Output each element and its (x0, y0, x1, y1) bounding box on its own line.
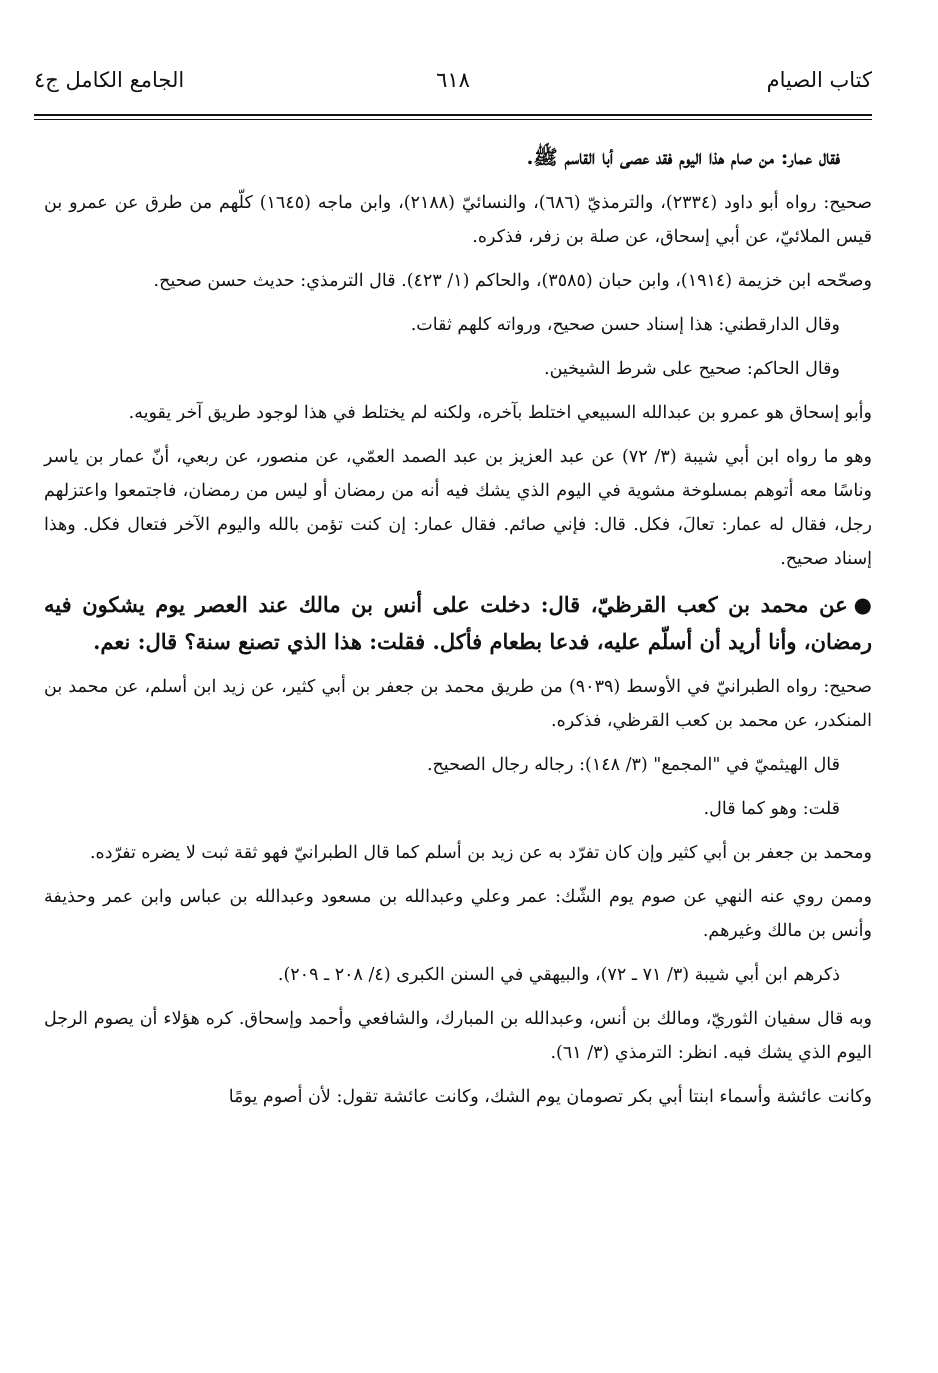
takhrij-paragraph: صحيح: رواه الطبرانيّ في الأوسط (٩٠٣٩) من طريق محمد بن جعفر بن أبي كثير، عن زيد ابن أسلم، عن محمد بن المنكدر، عن محمد بن كعب القرظي، فذكره. (44, 677, 872, 731)
commentary-paragraph: وقال الحاكم: صحيح على شرط الشيخين. (544, 359, 840, 379)
hadith-text: عن محمد بن كعب القرظيّ، قال: دخلت على أنس بن مالك عند العصر يوم يشكون فيه رمضان، وأنا أريد أن أسلّم عليه، فدعا بطعام فأكل. فقلت: هذا الذي تصنع سنة؟ قال: نعم. (44, 592, 872, 654)
commentary-paragraph: وممن روي عنه النهي عن صوم يوم الشّك: عمر وعلي وعبدالله بن مسعود وعبدالله بن عباس وابن عمر وحذيفة وأنس بن مالك وغيرهم. (44, 887, 872, 941)
commentary-paragraph: قلت: وهو كما قال. (703, 799, 840, 819)
takhrij-paragraph: صحيح: رواه أبو داود (٢٣٣٤)، والترمذيّ (٦٨٦)، والنسائيّ (٢١٨٨)، وابن ماجه (١٦٤٥) كلّهم من طرق عن عمرو بن قيس الملائيّ، عن أبي إسحاق، عن صلة بن زفر، فذكره. (44, 193, 872, 247)
book-title: كتاب الصيام (766, 68, 872, 92)
header-rule-thick (34, 114, 872, 116)
commentary-paragraph: قال الهيثميّ في "المجمع" (٣/ ١٤٨): رجاله رجال الصحيح. (426, 755, 840, 775)
page-number: ٦١٨ (436, 68, 470, 92)
hadith-text: فقال عمار: من صام هذا اليوم فقد عصى أبا القاسم ﷺ. (526, 145, 840, 169)
hadith-paragraph (44, 586, 872, 660)
bullet-marker: ● (853, 592, 872, 617)
commentary-paragraph: وأبو إسحاق هو عمرو بن عبدالله السبيعي اختلط بآخره، ولكنه لم يختلط في هذا لوجود طريق آخر يقويه. (128, 403, 872, 423)
commentary-paragraph: وهو ما رواه ابن أبي شيبة (٣/ ٧٢) عن عبد العزيز بن عبد الصمد العمّي، عن منصور، عن ربعي، أنّ عمار بن ياسر وناسًا معه أتوهم بمسلوخة مشوية في اليوم الذي يشك فيه أنه من رمضان أو ليس من رمضان، فاجتمعوا واعتزلهم رجل، فقال له عمار: تعالَ، فكل. قال: فإني صائم. فقال عمار: إن كنت تؤمن بالله واليوم الآخر فتعال فكل. وهذا إسناد صحيح. (44, 447, 872, 569)
commentary-paragraph: ومحمد بن جعفر بن أبي كثير وإن كان تفرّد به عن زيد بن أسلم كما قال الطبرانيّ فهو ثقة ثبت لا يضره تفرّده. (89, 843, 872, 863)
commentary-paragraph: وبه قال سفيان الثوريّ، ومالك بن أنس، وعبدالله بن المبارك، والشافعي وأحمد وإسحاق. كره هؤلاء أن يصوم الرجل اليوم الذي يشك فيه. انظر: الترمذي (٣/ ٦١). (44, 1009, 872, 1063)
commentary-paragraph: وكانت عائشة وأسماء ابنتا أبي بكر تصومان يوم الشك، وكانت عائشة تقول: لأن أصوم يومًا (228, 1087, 872, 1107)
commentary-paragraph: وصحّحه ابن خزيمة (١٩١٤)، وابن حبان (٣٥٨٥)، والحاكم (١/ ٤٢٣). قال الترمذي: حديث حسن صحيح. (153, 271, 872, 291)
page-header (34, 68, 872, 108)
page-body (44, 138, 872, 1124)
volume-title: الجامع الكامل ج٤ (34, 68, 185, 92)
header-rule-thin (34, 119, 872, 120)
commentary-paragraph: ذكرهم ابن أبي شيبة (٣/ ٧١ ـ ٧٢)، والبيهقي في السنن الكبرى (٤/ ٢٠٨ ـ ٢٠٩). (277, 965, 840, 985)
commentary-paragraph: وقال الدارقطني: هذا إسناد حسن صحيح، ورواته كلهم ثقات. (410, 315, 840, 335)
